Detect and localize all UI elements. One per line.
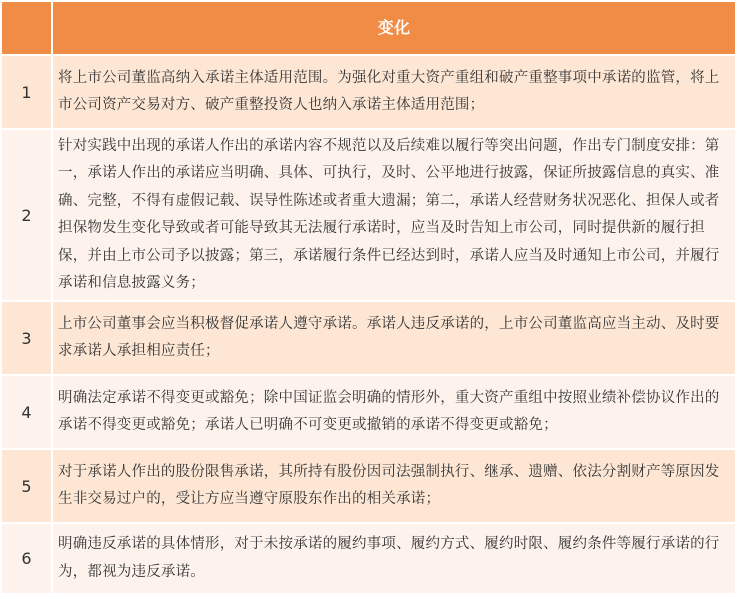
table-row [2, 302, 735, 376]
table-row [2, 376, 735, 450]
table-header-row [2, 2, 735, 56]
table-row [2, 450, 735, 524]
table-row [2, 524, 735, 595]
table-row [2, 56, 735, 130]
row-text: 明确法定承诺不得变更或豁免；除中国证监会明确的情形外，重大资产重组中按照业绩补偿协议作出的承诺不得变更或豁免；承诺人已明确不可变更或撤销的承诺不得变更或豁免； [58, 389, 720, 433]
row-text: 将上市公司董监高纳入承诺主体适用范围。为强化对重大资产重组和破产重整事项中承诺的监管，将上市公司资产交易对方、破产重整投资人也纳入承诺主体适用范围； [58, 69, 720, 113]
row-text: 对于承诺人作出的股份限售承诺，其所持有股份因司法强制执行、继承、遗赠、依法分割财产等原因发生非交易过户的，受让方应当遵守原股东作出的相关承诺； [58, 463, 720, 507]
header-number-cell [2, 2, 53, 54]
row-number: 5 [2, 450, 53, 522]
row-text: 针对实践中出现的承诺人作出的承诺内容不规范以及后续难以履行等突出问题，作出专门制度安排：第一，承诺人作出的承诺应当明确、具体、可执行，及时、公平地进行披露，保证所披露信息的真实、准确、完整，不得有虚假记载、误导性陈述或者重大遗漏；第二，承诺人经营财务状况恶化、担保人或者担保物发生变化导致或者可能导致其无法履行承诺时，应当及时告知上市公司，同时提供新的履行担保，并由上市公司予以披露；第三，承诺履行条件已经达到时，承诺人应当及时通知上市公司，并履行承诺和信息披露义务； [58, 137, 720, 291]
row-number: 6 [2, 524, 53, 593]
row-number: 3 [2, 302, 53, 374]
row-number: 4 [2, 376, 53, 448]
row-text: 明确违反承诺的具体情形，对于未按承诺的履约事项、履约方式、履约时限、履约条件等履行承诺的行为，都视为违反承诺。 [58, 536, 720, 580]
row-number: 1 [2, 56, 53, 128]
header-title: 变化 [377, 18, 411, 38]
row-text: 上市公司董事会应当积极督促承诺人遵守承诺。承诺人违反承诺的，上市公司董监高应当主动、及时要求承诺人承担相应责任； [58, 315, 720, 359]
table-row [2, 130, 735, 302]
row-number: 2 [2, 130, 53, 300]
